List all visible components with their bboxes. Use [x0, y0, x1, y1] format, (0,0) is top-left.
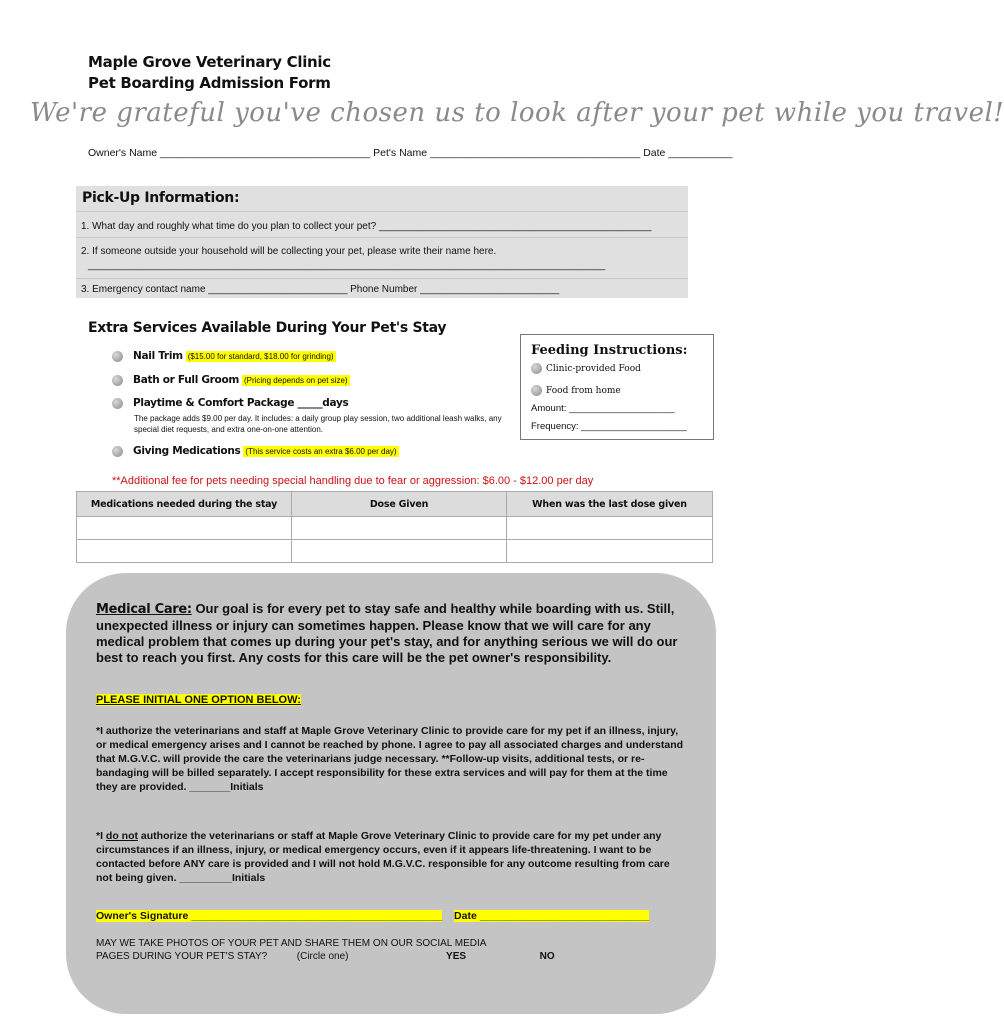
service-label: Giving Medications [133, 445, 241, 457]
photo-permission [96, 937, 686, 963]
column-header: Medications needed during the stay [77, 492, 292, 517]
tagline: We're grateful you've chosen us to look after your pet while you travel! [30, 98, 1004, 128]
radio-bullet-icon[interactable] [112, 351, 123, 362]
photo-yes-option[interactable]: YES [446, 951, 467, 962]
medical-treatment-text [96, 601, 686, 666]
feeding-option-in-house[interactable] [531, 363, 641, 374]
date-field[interactable]: Date ___________ [643, 147, 733, 159]
medical-treatment-heading: Medical Care: [96, 602, 192, 617]
circle-one-hint: (Circle one) [296, 951, 349, 962]
pickup-person-field[interactable]: _____________________________________________________________________________________________ [88, 260, 606, 271]
photo-question-line: MAY WE TAKE PHOTOS OF YOUR PET AND SHARE THEM ON OUR SOCIAL MEDIA [96, 938, 487, 949]
table-cell[interactable] [507, 517, 713, 540]
service-nail-trim[interactable] [112, 350, 336, 362]
column-header: Dose Given [292, 492, 507, 517]
service-label: Nail Trim [133, 350, 183, 362]
owner-name-field[interactable]: Owner's Name ____________________________________ [88, 147, 371, 159]
table-cell[interactable] [292, 517, 507, 540]
permission-deny-option[interactable] [96, 829, 686, 885]
divider [76, 211, 688, 212]
option-label: Clinic-provided Food [546, 364, 641, 374]
table-header-row [77, 492, 713, 517]
signature-row [96, 910, 686, 922]
discharge-title: Pick-Up Information: [82, 190, 240, 206]
deny-emphasis: do not [105, 830, 138, 842]
feeding-instructions-box [520, 334, 714, 440]
radio-bullet-icon[interactable] [531, 363, 542, 374]
divider [76, 237, 688, 238]
owner-signature-field[interactable]: Owner's Signature ___________________________________________ [96, 910, 443, 922]
radio-bullet-icon[interactable] [112, 446, 123, 457]
service-label: Bath or Full Groom [133, 374, 240, 386]
option-label: Food from home [546, 386, 621, 396]
owner-line [88, 147, 733, 159]
table-cell[interactable] [77, 517, 292, 540]
service-bath-groom[interactable] [112, 374, 350, 386]
permission-give-option[interactable]: *I authorize the veterinarians and staff at Maple Grove Veterinary Clinic to provide care for my pet if an illness, injury, or medical emergency arises and I cannot be reached by phone. I agree to pay all associated charges and understand that M.G.V.C. will provide the care the veterinarians judge necessary. **Follow-up visits, additional tests, or re-bandaging will be billed separately. I accept responsibility for these extra services and will pay for them at the time they are provided. _______Initials [96, 725, 684, 793]
services-title: Extra Services Available During Your Pet's Stay [88, 320, 447, 336]
photo-question-text: PAGES DURING YOUR PET'S STAY? [96, 951, 268, 962]
form-header [88, 52, 331, 94]
radio-bullet-icon[interactable] [531, 385, 542, 396]
hospital-name: Maple Grove Veterinary Clinic [88, 53, 331, 71]
signature-date-field[interactable]: Date _____________________________ [454, 910, 650, 922]
tlc-package-note: The package adds $9.00 per day. It includes: a daily group play session, two additional leash walks, any special diet requests, and extra one-on-one attention. [134, 414, 502, 434]
divider [76, 278, 688, 279]
initial-prompt-label: PLEASE INITIAL ONE OPTION BELOW: [96, 694, 301, 706]
medical-treatment-panel [66, 573, 716, 1014]
radio-bullet-icon[interactable] [112, 398, 123, 409]
service-medications[interactable] [112, 445, 399, 457]
service-price-note: ($15.00 for standard, $18.00 for grinding) [187, 352, 334, 361]
form-title: Pet Boarding Admission Form [88, 74, 331, 92]
service-label: Playtime & Comfort Package _____days [133, 397, 349, 409]
initial-prompt [96, 694, 686, 706]
feeding-title: Feeding Instructions: [531, 343, 688, 358]
deny-text: authorize the veterinarians or staff at Maple Grove Veterinary Clinic to provide care for my pet under any circumstances if an illness, injury, or medical emergency occurs, even if it appears life-threatening. I want to be contacted before ANY care is provided and I will not hold M.G.V.C. responsible for any outcome resulting from care not being given. _________Initials [96, 830, 670, 884]
table-row [77, 540, 713, 563]
discharge-section [76, 186, 688, 298]
how-much-field[interactable]: Amount: ____________________ [531, 403, 675, 414]
table-cell[interactable] [292, 540, 507, 563]
pet-name-field[interactable]: Pet's Name ____________________________________ [373, 147, 641, 159]
service-tlc-package[interactable] [112, 397, 348, 409]
service-price-note: (This service costs an extra $6.00 per day) [245, 447, 397, 456]
table-cell[interactable] [507, 540, 713, 563]
emergency-contact-field[interactable]: 3. Emergency contact name _________________________ Phone Number _________________________ [81, 284, 560, 295]
column-header: When was the last dose given [507, 492, 713, 517]
table-cell[interactable] [77, 540, 292, 563]
service-price-note: (Pricing depends on pet size) [243, 376, 348, 385]
feeding-option-own[interactable] [531, 385, 621, 396]
special-handling-note: **Additional fee for pets needing special handling due to fear or aggression: $6.00 - $12.00 per day [112, 475, 594, 487]
deny-text: *I [96, 830, 106, 842]
photo-no-option[interactable]: NO [539, 951, 555, 962]
pickup-person-question: 2. If someone outside your household will be collecting your pet, please write their name here. [81, 246, 497, 257]
radio-bullet-icon[interactable] [112, 375, 123, 386]
medication-table [76, 491, 713, 563]
how-often-field[interactable]: Frequency: ____________________ [531, 421, 687, 432]
table-row [77, 517, 713, 540]
pickup-time-question[interactable]: 1. What day and roughly what time do you plan to collect your pet? _________________________________________________ [81, 221, 652, 232]
medical-treatment-body: Our goal is for every pet to stay safe and healthy while boarding with us. Still, unexpected illness or injury can sometimes happen. Please know that we will care for any medical problem that comes up during your pet's stay, and for anything serious we will do our best to reach you first. Any costs for this care will be the pet owner's responsibility. [96, 601, 678, 665]
photo-question-line-2 [96, 950, 686, 963]
